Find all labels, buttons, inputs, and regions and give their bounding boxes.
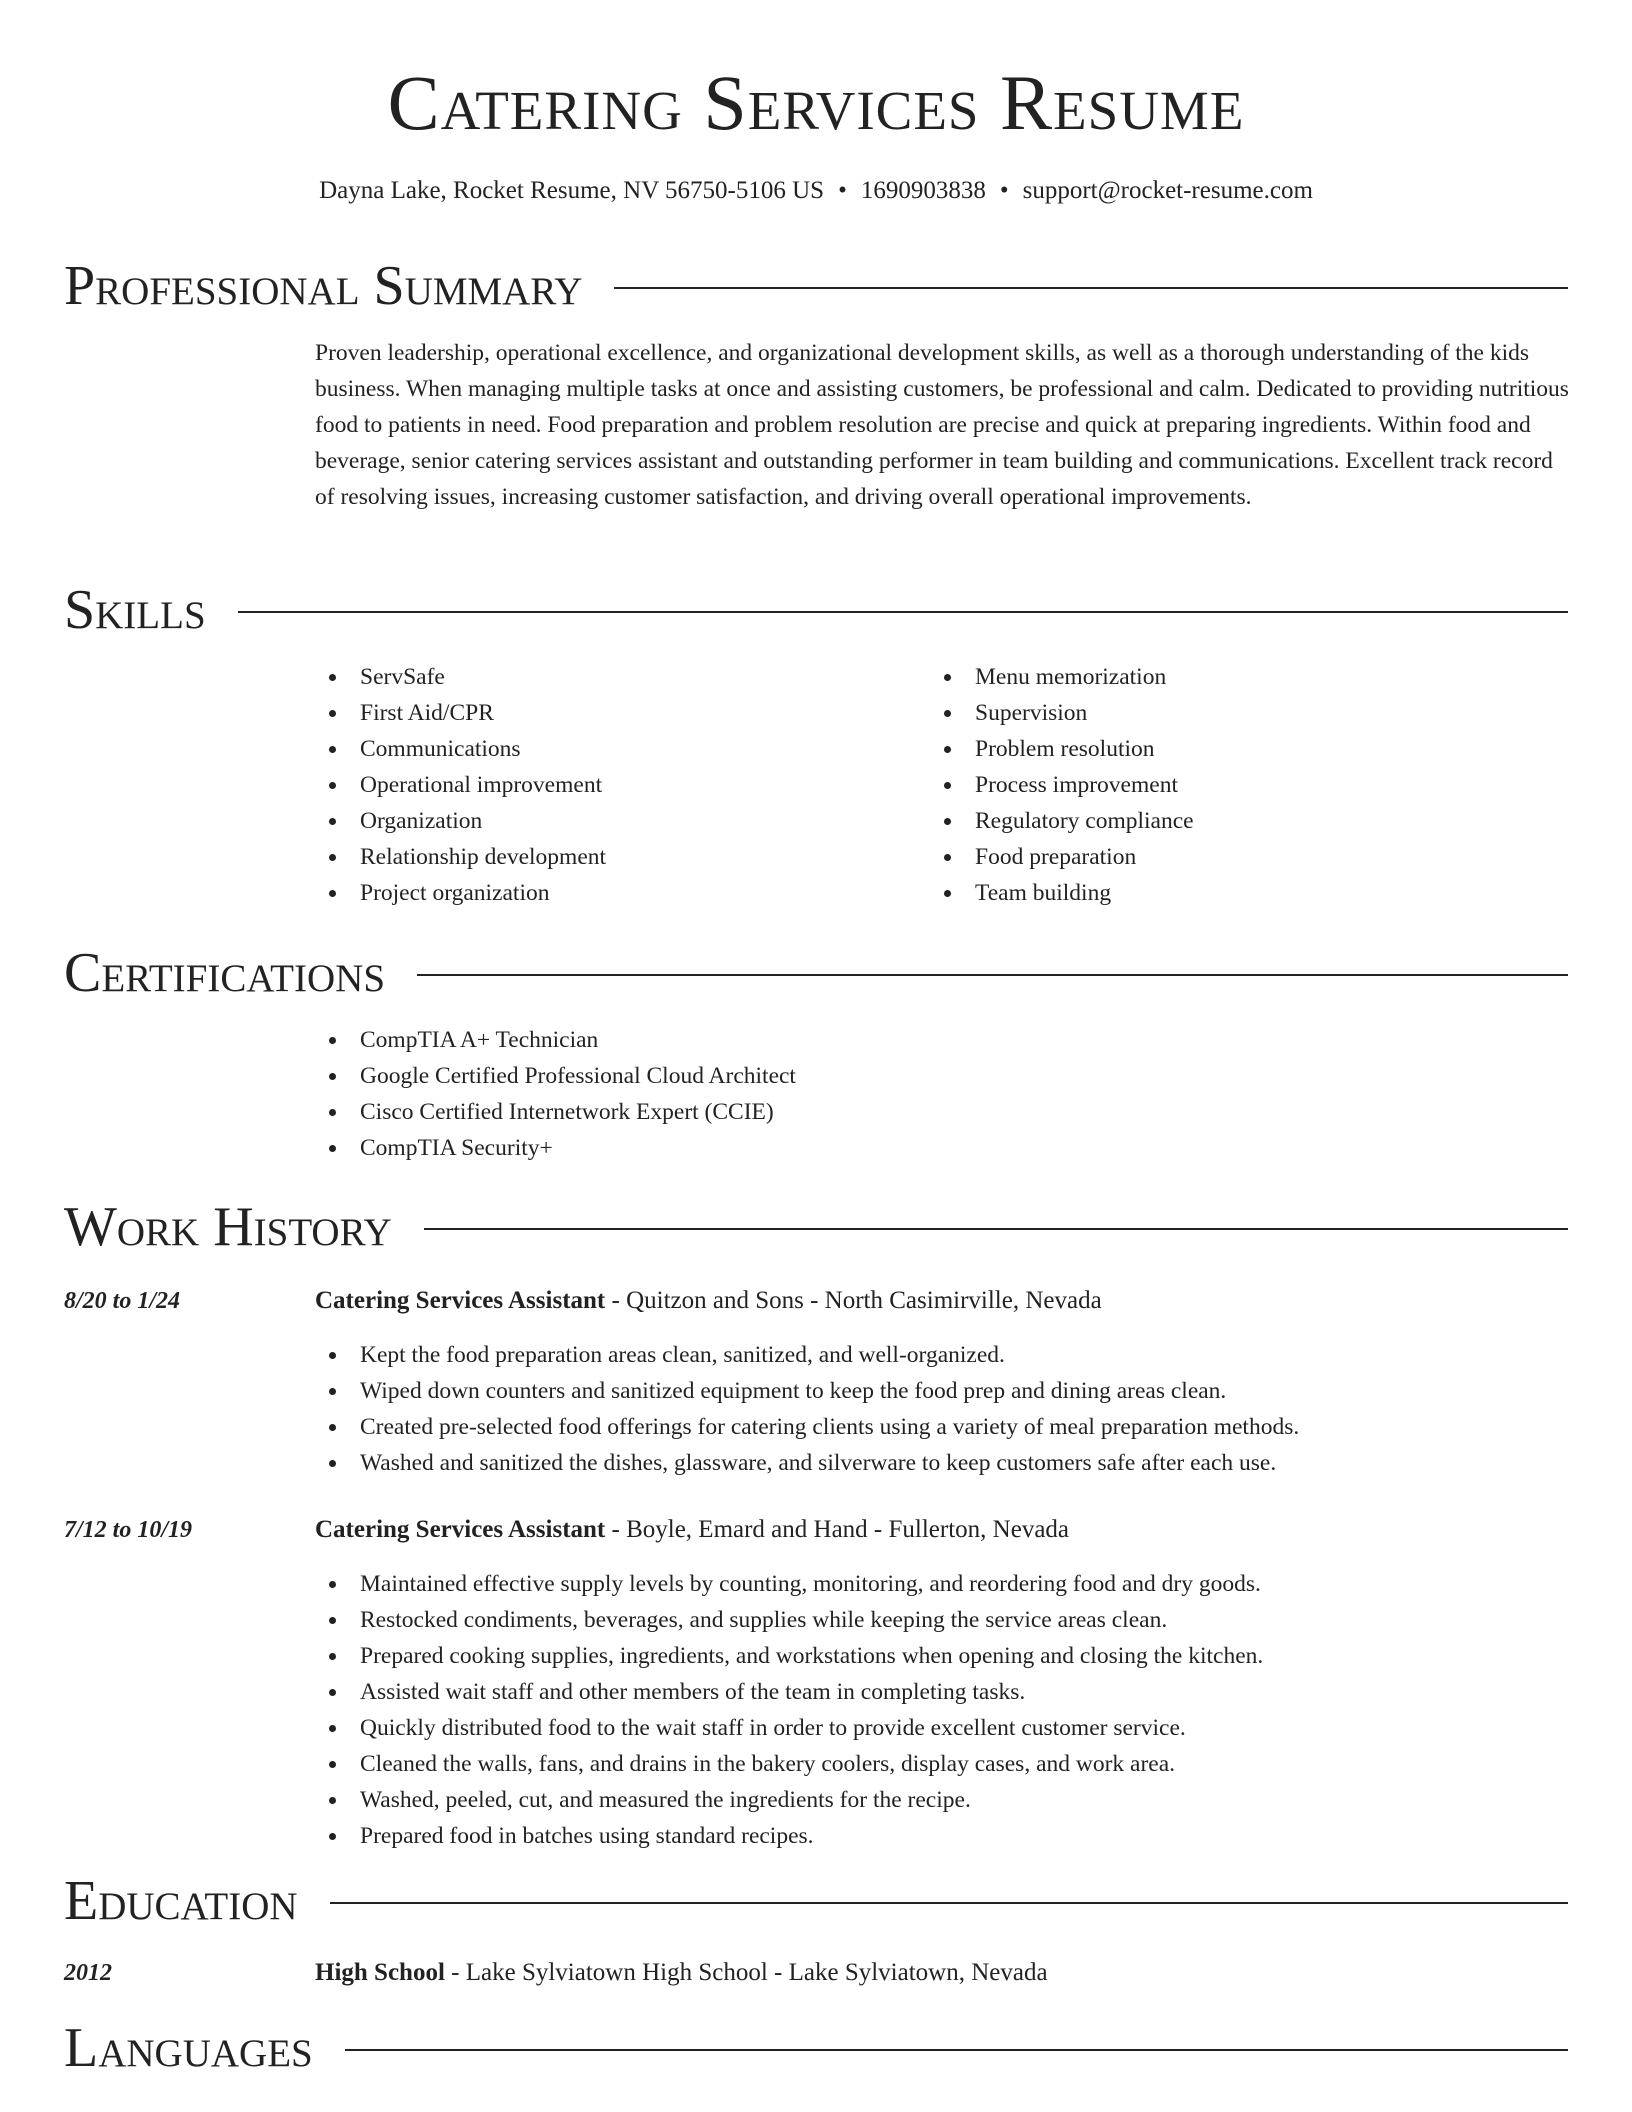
education-degree: High School [315, 1959, 445, 1986]
job-duty-item: Maintained effective supply levels by counting, monitoring, and reordering food and dry goods. [315, 1566, 1575, 1602]
job-duty-item: Prepared food in batches using standard recipes. [315, 1818, 1575, 1854]
section-title-languages: Languages [64, 2017, 313, 2079]
job-duty-item: Washed, peeled, cut, and measured the ingredients for the recipe. [315, 1782, 1575, 1818]
skills-column-left [315, 659, 915, 911]
certification-item: CompTIA A+ Technician [315, 1022, 1575, 1058]
section-header-languages [64, 2018, 1568, 2078]
skill-item: Operational improvement [315, 767, 915, 803]
skills-column-right [930, 659, 1530, 911]
skill-item: ServSafe [315, 659, 915, 695]
skill-item: Supervision [930, 695, 1530, 731]
job-employer: - Quitzon and Sons - North Casimirville, Nevada [605, 1287, 1102, 1314]
job-dates: 7/12 to 10/19 [64, 1517, 193, 1543]
page-title: Catering Services Resume [387, 59, 1245, 146]
job-employer: - Boyle, Emard and Hand - Fullerton, Nevada [605, 1516, 1070, 1543]
section-divider [238, 611, 1568, 613]
skill-item: Menu memorization [930, 659, 1530, 695]
skill-item: Communications [315, 731, 915, 767]
skill-item: Food preparation [930, 839, 1530, 875]
certification-item: Google Certified Professional Cloud Architect [315, 1058, 1575, 1094]
skill-item: Team building [930, 875, 1530, 911]
section-divider [345, 2049, 1568, 2051]
section-header-summary [64, 256, 1568, 316]
job-title: Catering Services Assistant [315, 1516, 606, 1543]
section-header-skills [64, 580, 1568, 640]
job-dates: 8/20 to 1/24 [64, 1288, 181, 1314]
job-duty-item: Prepared cooking supplies, ingredients, and workstations when opening and closing the kitchen. [315, 1638, 1575, 1674]
section-title-education: Education [64, 1870, 298, 1932]
section-title-summary: Professional Summary [64, 255, 583, 317]
section-header-work-history [64, 1197, 1568, 1257]
summary-paragraph: Proven leadership, operational excellence, and organizational development skills, as well as a thorough understanding of the kids business. When managing multiple tasks at once and assisting customers, be professional and calm. Dedicated to providing nutritious food to patients in need. Food preparation and problem resolution are precise and quick at preparing ingredients. Within food and beverage, senior catering services assistant and outstanding performer in team building and communications. Excellent track record of resolving issues, increasing customer satisfaction, and driving overall operational improvements. [315, 340, 1569, 510]
contact-address: Dayna Lake, Rocket Resume, NV 56750-5106 US [319, 177, 825, 204]
job-duty-item: Restocked condiments, beverages, and supplies while keeping the service areas clean. [315, 1602, 1575, 1638]
job-duty-item: Washed and sanitized the dishes, glassware, and silverware to keep customers safe after each use. [315, 1445, 1575, 1481]
job-heading [315, 1283, 1575, 1319]
job-duty-item: Wiped down counters and sanitized equipment to keep the food prep and dining areas clean. [315, 1373, 1575, 1409]
job-duty-item: Created pre-selected food offerings for catering clients using a variety of meal preparation methods. [315, 1409, 1575, 1445]
certification-item: Cisco Certified Internetwork Expert (CCIE) [315, 1094, 1575, 1130]
section-title-work-history: Work History [64, 1196, 392, 1258]
job-heading [315, 1512, 1575, 1548]
job-duties-list [315, 1566, 1575, 1854]
section-header-certifications [64, 943, 1568, 1003]
job-duty-item: Assisted wait staff and other members of the team in completing tasks. [315, 1674, 1575, 1710]
contact-separator: • [999, 177, 1009, 204]
section-divider [424, 1228, 1568, 1230]
job-duty-item: Cleaned the walls, fans, and drains in the bakery coolers, display cases, and work area. [315, 1746, 1575, 1782]
certification-item: CompTIA Security+ [315, 1130, 1575, 1166]
section-header-education [64, 1871, 1568, 1931]
skill-item: Process improvement [930, 767, 1530, 803]
contact-separator: • [838, 177, 847, 204]
section-title-certifications: Certifications [64, 942, 386, 1004]
skill-item: Regulatory compliance [930, 803, 1530, 839]
job-duties-list [315, 1337, 1575, 1481]
job-title: Catering Services Assistant [315, 1287, 606, 1314]
contact-line [0, 174, 1632, 208]
skill-item: Organization [315, 803, 915, 839]
job-duty-item: Quickly distributed food to the wait staff in order to provide excellent customer service. [315, 1710, 1575, 1746]
education-heading [315, 1955, 1575, 1991]
section-divider [417, 974, 1568, 976]
certifications-list [315, 1022, 1575, 1166]
skill-item: Problem resolution [930, 731, 1530, 767]
skill-item: Relationship development [315, 839, 915, 875]
section-title-skills: Skills [64, 579, 206, 641]
education-school: - Lake Sylviatown High School - Lake Sylviatown, Nevada [444, 1959, 1048, 1986]
contact-email: support@rocket-resume.com [1022, 177, 1313, 204]
skill-item: First Aid/CPR [315, 695, 915, 731]
section-divider [330, 1902, 1568, 1904]
job-duty-item: Kept the food preparation areas clean, sanitized, and well-organized. [315, 1337, 1575, 1373]
skill-item: Project organization [315, 875, 915, 911]
education-year: 2012 [64, 1960, 112, 1986]
contact-phone: 1690903838 [860, 177, 986, 204]
section-divider [614, 287, 1568, 289]
